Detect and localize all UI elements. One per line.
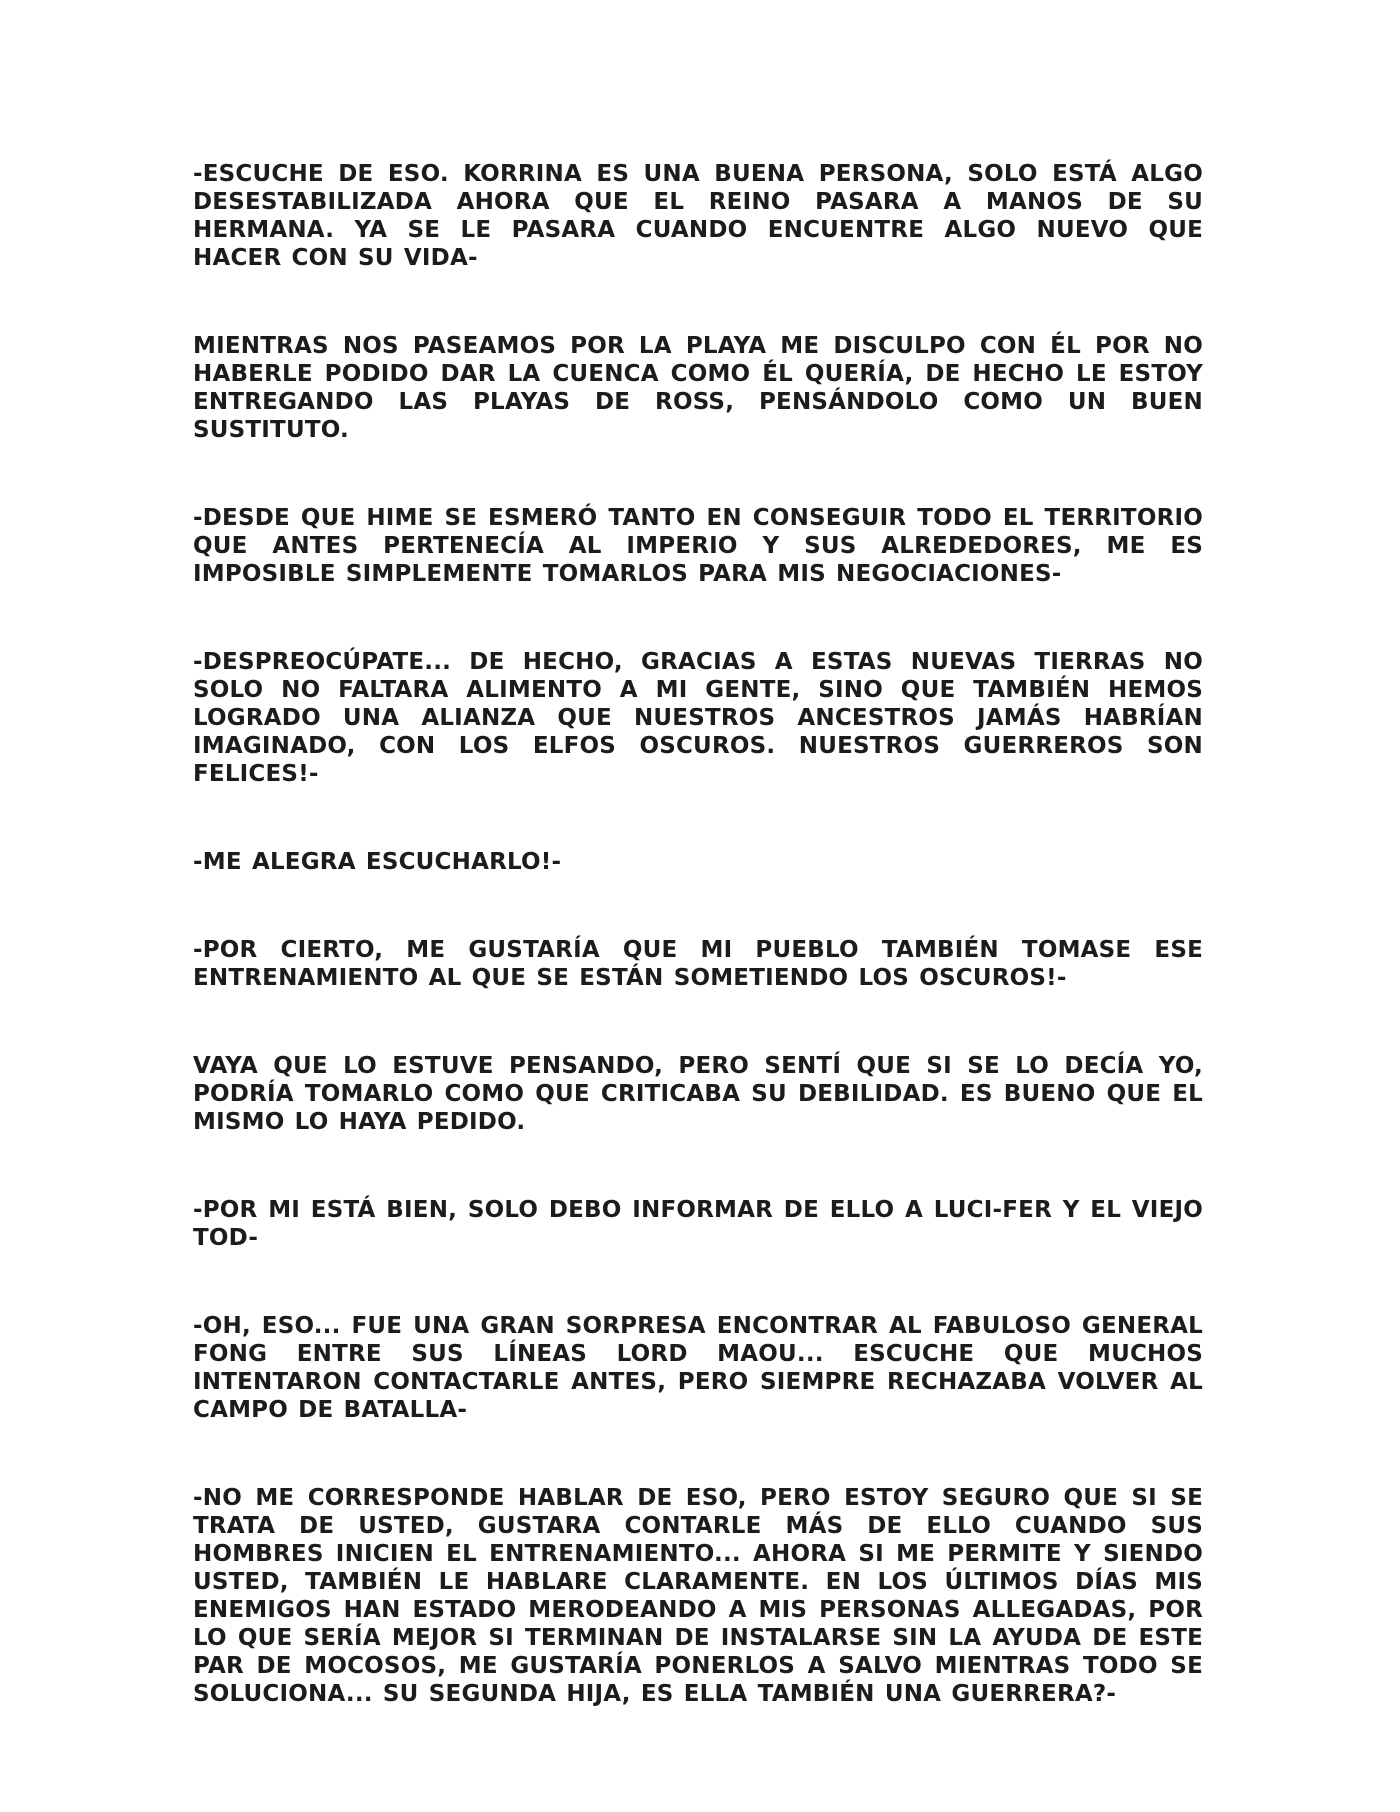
paragraph-2: MIENTRAS NOS PASEAMOS POR LA PLAYA ME DISCULPO CON ÉL POR NO HABERLE PODIDO DAR LA CUENCA COMO ÉL QUERÍA, DE HECHO LE ESTOY ENTREGANDO LAS PLAYAS DE ROSS, PENSÁNDOLO COMO UN BUEN SUSTITUTO.	[193, 333, 1203, 443]
document-page	[193, 160, 1203, 1768]
paragraph-8: -POR MI ESTÁ BIEN, SOLO DEBO INFORMAR DE ELLO A LUCI-FER Y EL VIEJO TOD-	[193, 1197, 1203, 1251]
paragraph-1: -ESCUCHE DE ESO. KORRINA ES UNA BUENA PERSONA, SOLO ESTÁ ALGO DESESTABILIZADA AHORA QUE EL REINO PASARA A MANOS DE SU HERMANA. YA SE LE PASARA CUANDO ENCUENTRE ALGO NUEVO QUE HACER CON SU VIDA-	[193, 161, 1203, 271]
paragraph-10: -NO ME CORRESPONDE HABLAR DE ESO, PERO ESTOY SEGURO QUE SI SE TRATA DE USTED, GUSTARA CONTARLE MÁS DE ELLO CUANDO SUS HOMBRES INICIEN EL ENTRENAMIENTO... AHORA SI ME PERMITE Y SIENDO USTED, TAMBIÉN LE HABLARE CLARAMENTE. EN LOS ÚLTIMOS DÍAS MIS ENEMIGOS HAN ESTADO MERODEANDO A MIS PERSONAS ALLEGADAS, POR LO QUE SERÍA MEJOR SI TERMINAN DE INSTALARSE SIN LA AYUDA DE ESTE PAR DE MOCOSOS, ME GUSTARÍA PONERLOS A SALVO MIENTRAS TODO SE SOLUCIONA... SU SEGUNDA HIJA, ES ELLA TAMBIÉN UNA GUERRERA?-	[193, 1485, 1203, 1707]
paragraph-9: -OH, ESO... FUE UNA GRAN SORPRESA ENCONTRAR AL FABULOSO GENERAL FONG ENTRE SUS LÍNEAS LORD MAOU... ESCUCHE QUE MUCHOS INTENTARON CONTACTARLE ANTES, PERO SIEMPRE RECHAZABA VOLVER AL CAMPO DE BATALLA-	[193, 1313, 1203, 1423]
paragraph-7: VAYA QUE LO ESTUVE PENSANDO, PERO SENTÍ QUE SI SE LO DECÍA YO, PODRÍA TOMARLO COMO QUE CRITICABA SU DEBILIDAD. ES BUENO QUE EL MISMO LO HAYA PEDIDO.	[193, 1053, 1203, 1135]
paragraph-4: -DESPREOCÚPATE... DE HECHO, GRACIAS A ESTAS NUEVAS TIERRAS NO SOLO NO FALTARA ALIMENTO A MI GENTE, SINO QUE TAMBIÉN HEMOS LOGRADO UNA ALIANZA QUE NUESTROS ANCESTROS JAMÁS HABRÍAN IMAGINADO, CON LOS ELFOS OSCUROS. NUESTROS GUERREROS SON FELICES!-	[193, 649, 1203, 787]
paragraph-6: -POR CIERTO, ME GUSTARÍA QUE MI PUEBLO TAMBIÉN TOMASE ESE ENTRENAMIENTO AL QUE SE ESTÁN SOMETIENDO LOS OSCUROS!-	[193, 937, 1203, 991]
paragraph-5: -ME ALEGRA ESCUCHARLO!-	[193, 849, 562, 875]
paragraph-3: -DESDE QUE HIME SE ESMERÓ TANTO EN CONSEGUIR TODO EL TERRITORIO QUE ANTES PERTENECÍA AL IMPERIO Y SUS ALREDEDORES, ME ES IMPOSIBLE SIMPLEMENTE TOMARLOS PARA MIS NEGOCIACIONES-	[193, 505, 1203, 587]
